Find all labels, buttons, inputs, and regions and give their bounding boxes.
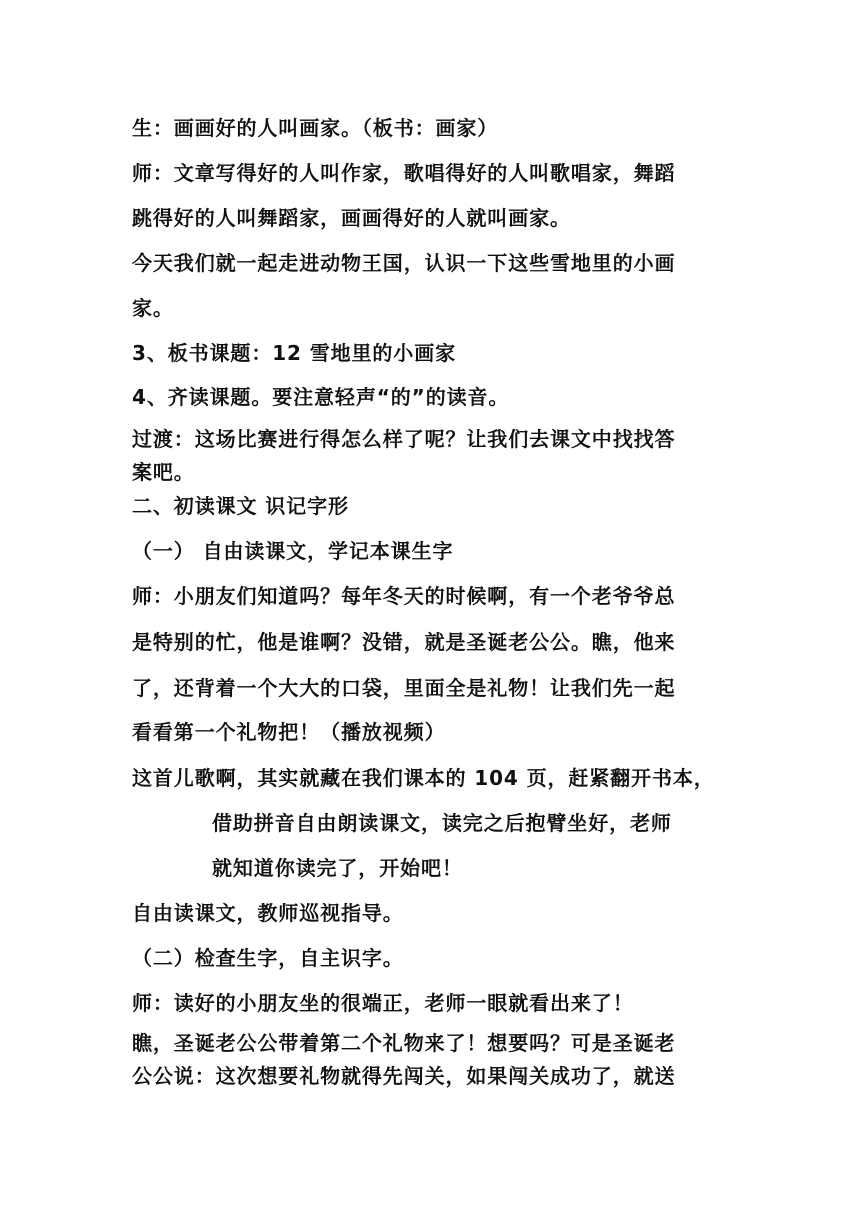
paragraph-line: 自由读课文，教师巡视指导。 [132, 901, 404, 925]
subsection-heading: （二）检查生字，自主识字。 [132, 946, 404, 970]
section-title: 3、板书课题：12 雪地里的小画家 [132, 341, 457, 365]
paragraph-line: 瞧，圣诞老公公带着第二个礼物来了！想要吗？可是圣诞老 [132, 1031, 676, 1055]
paragraph-line: 借助拼音自由朗读课文，读完之后抱臂坐好，老师 [212, 811, 672, 835]
paragraph-line: 这首儿歌啊，其实就藏在我们课本的 104 页，赶紧翻开书本， [132, 766, 715, 790]
paragraph-line: 家。 [132, 296, 174, 320]
paragraph-line: 了，还背着一个大大的口袋，里面全是礼物！让我们先一起 [132, 676, 676, 700]
section-heading: 二、初读课文 识记字形 [132, 494, 349, 518]
paragraph-line: 师：文章写得好的人叫作家，歌唱得好的人叫歌唱家，舞蹈 [132, 161, 676, 185]
paragraph-line: 师：小朋友们知道吗？每年冬天的时候啊，有一个老爷爷总 [132, 584, 676, 608]
paragraph-line: 过渡：这场比赛进行得怎么样了呢？让我们去课文中找找答 [132, 427, 676, 451]
paragraph-line: 师：读好的小朋友坐的很端正，老师一眼就看出来了！ [132, 991, 634, 1015]
paragraph-line: 今天我们就一起走进动物王国，认识一下这些雪地里的小画 [132, 251, 676, 275]
paragraph-line: 就知道你读完了，开始吧！ [212, 856, 463, 880]
paragraph-line: 公公说：这次想要礼物就得先闯关，如果闯关成功了，就送 [132, 1064, 676, 1088]
paragraph-line: 是特别的忙，他是谁啊？没错，就是圣诞老公公。瞧，他来 [132, 630, 676, 654]
paragraph-line: 生：画画好的人叫画家。（板书：画家） [132, 116, 499, 140]
section-title: 4、齐读课题。要注意轻声“的”的读音。 [132, 385, 510, 409]
paragraph-line: 看看第一个礼物把！（播放视频） [132, 720, 446, 744]
subsection-heading: （一） 自由读课文，学记本课生字 [132, 539, 454, 563]
paragraph-line: 案吧。 [132, 460, 195, 484]
paragraph-line: 跳得好的人叫舞蹈家，画画得好的人就叫画家。 [132, 206, 571, 230]
